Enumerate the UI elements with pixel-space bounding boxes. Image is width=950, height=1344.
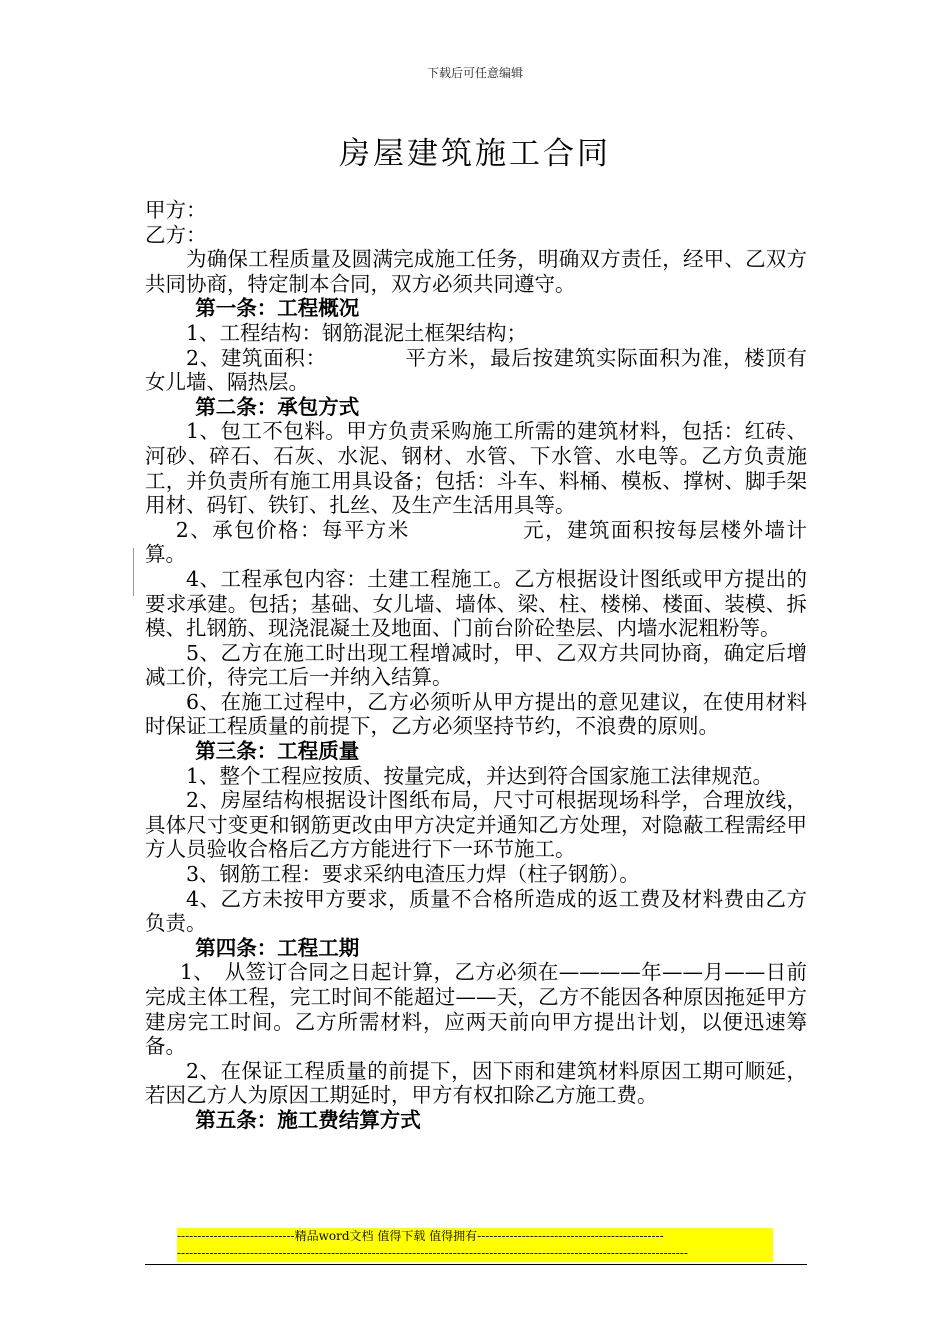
section-2-item-1: 1、包工不包料。甲方负责采购施工所需的建筑材料，包括：红砖、河砂、碎石、石灰、水泥、钢材、水管、下水管、水电等。乙方负责施工，并负责所有施工用具设备；包括：斗车、料桶、模板、撑树、脚手架用材、码钉、铁钉、扎丝、及生产生活用具等。: [145, 419, 807, 518]
section-3-item-1: 1、整个工程应按质、按量完成，并达到符合国家施工法律规范。: [186, 763, 774, 788]
section-5-title: 第五条：施工费结算方式: [195, 1107, 421, 1132]
section-3-item-4: 4、乙方未按甲方要求，质量不合格所造成的返工费及材料费由乙方负责。: [145, 886, 807, 936]
section-3-item-3: 3、钢筋工程：要求采纳电渣压力焊（柱子钢筋）。: [186, 862, 640, 887]
intro-paragraph: 为确保工程质量及圆满完成施工任务，明确双方责任，经甲、乙双方共同协商，特定制本合同，双方必须共同遵守。: [145, 247, 807, 296]
section-1-item-2: [145, 346, 807, 395]
area-label: 2、建筑面积：: [186, 345, 327, 370]
party-a-label: 甲方：: [145, 198, 207, 222]
section-4-item-2: 2、在保证工程质量的前提下，因下雨和建筑材料原因工期可顺延，若因乙方人为原因工期延时，甲方有权扣除乙方施工费。: [145, 1058, 807, 1108]
section-3-title: 第三条：工程质量: [195, 739, 360, 764]
party-b-label: 乙方：: [145, 222, 207, 247]
page-header-note: 下载后可任意编辑: [426, 66, 523, 80]
footer-rule: [145, 1264, 807, 1265]
section-2-item-5: 5、乙方在施工时出现工程增减时，甲、乙双方共同协商，确定后增减工价，待完工后一并纳入结算。: [145, 640, 807, 690]
price-rest: 元，建筑面积按每层楼外墙计算。: [145, 517, 807, 567]
area-rest: 平方米，最后按建筑实际面积为准，楼顶有女儿墙、隔热层。: [145, 345, 808, 395]
section-4-item-1: 1、 从签订合同之日起计算，乙方必须在————年——月——日前完成主体工程，完工时间不能超过——天，乙方不能因各种原因拖延甲方建房完工时间。乙方所需材料，应两天前向甲方提出计划，以便迅速筹备。: [145, 960, 807, 1059]
section-1-title: 第一条：工程概况: [195, 296, 360, 321]
section-1-item-1: 1、工程结构：钢筋混泥土框架结构；: [186, 320, 528, 345]
revision-marker: [133, 548, 134, 596]
section-2-title: 第二条：承包方式: [195, 394, 360, 419]
section-2-item-6: 6、在施工过程中，乙方必须听从甲方提出的意见建议，在使用材料时保证工程质量的前提下，乙方必须坚持节约，不浪费的原则。: [145, 689, 807, 739]
document-title: 房屋建筑施工合同: [339, 136, 611, 172]
section-2-item-4: 4、工程承包内容：土建工程施工。乙方根据设计图纸或甲方提出的要求承建。包括；基础、女儿墙、墙体、梁、柱、楼梯、楼面、装模、拆模、扎钢筋、现浇混凝土及地面、门前台阶砼垫层、内墙水泥粗粉等。: [145, 566, 807, 641]
footer-line-2: ------------------------------------------------------------------------------------------------------------------------------: [177, 1246, 688, 1260]
footer-line-1: -----------------------------精品word文档 值得下载 值得拥有----------------------------------------------: [177, 1229, 664, 1243]
contract-body: [145, 198, 807, 1133]
section-3-item-2: 2、房屋结构根据设计图纸布局，尺寸可根据现场科学，合理放线，具体尺寸变更和钢筋更改由甲方决定并通知乙方处理，对隐蔽工程需经甲方人员验收合格后乙方方能进行下一环节施工。: [145, 788, 807, 862]
section-4-title: 第四条：工程工期: [195, 935, 360, 960]
footer-watermark: [177, 1228, 773, 1262]
section-2-item-2: [145, 518, 807, 567]
price-label: 2、承包价格：每平方米: [175, 517, 410, 542]
